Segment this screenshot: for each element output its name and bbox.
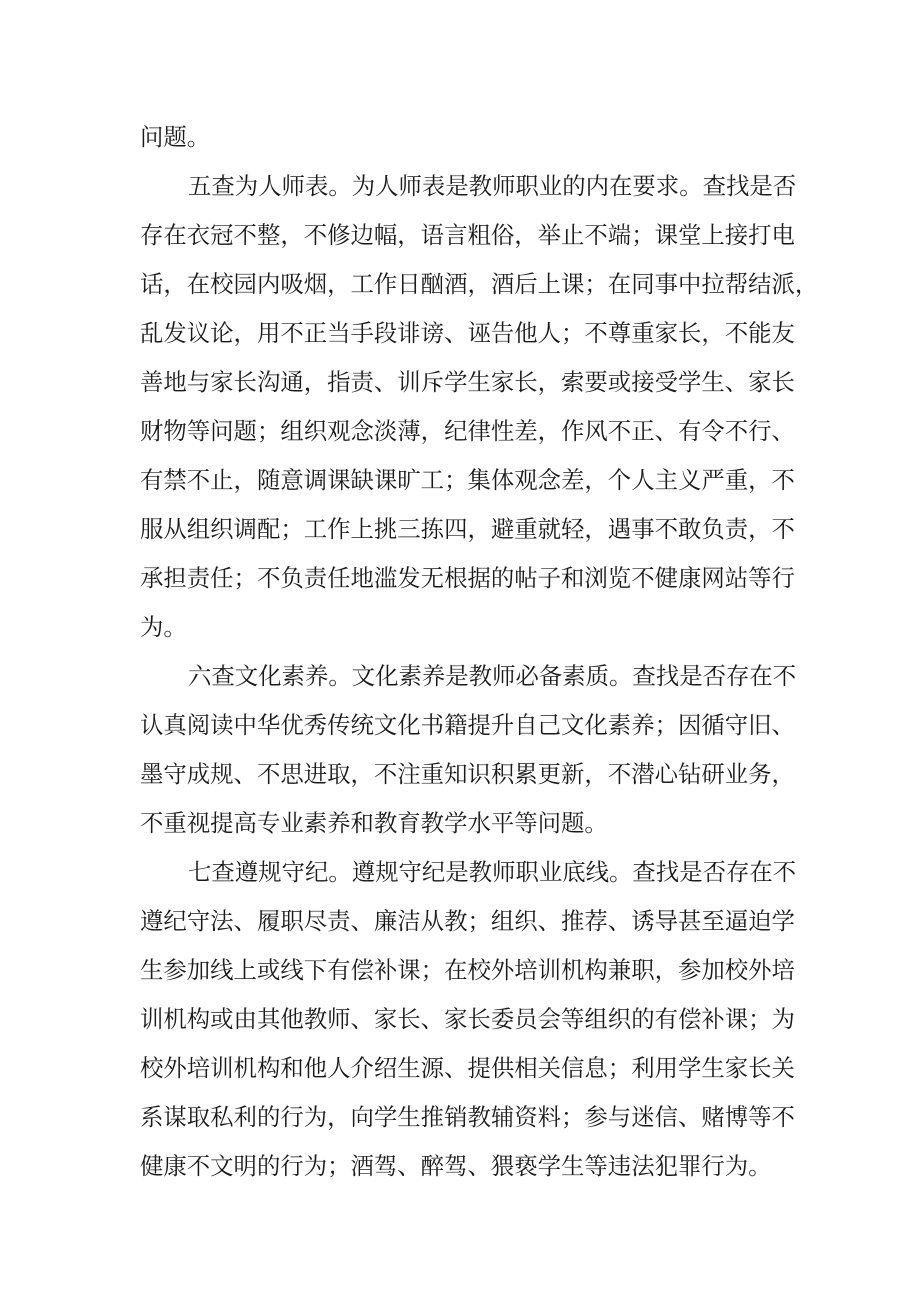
text-line: [0, 950, 920, 990]
paragraph-start-six: 六查文化素养。文化素养是教师必备素质。查找是否存在不: [188, 662, 797, 690]
text-line: [0, 656, 920, 696]
paragraph-end: 问题。: [140, 123, 211, 151]
text-line: [0, 1097, 920, 1137]
paragraph-start-five: 五查为人师表。为人师表是教师职业的内在要求。查找是否: [188, 172, 797, 200]
body-text: 财物等问题；组织观念淡薄，纪律性差，作风不正、有令不行、: [140, 417, 795, 445]
body-text: 校外培训机构和他人介绍生源、提供相关信息；利用学生家长关: [140, 1054, 795, 1082]
body-text: 话，在校园内吸烟，工作日酗酒，酒后上课；在同事中拉帮结派，: [140, 270, 819, 298]
text-line: [0, 803, 920, 843]
paragraph-end: 为。: [140, 613, 187, 641]
body-text: 善地与家长沟通，指责、训斥学生家长，索要或接受学生、家长: [140, 368, 795, 396]
body-text: 生参加线上或线下有偿补课；在校外培训机构兼职，参加校外培: [140, 956, 795, 984]
text-line: [0, 166, 920, 206]
text-line: [0, 1146, 920, 1186]
text-line: [0, 558, 920, 598]
text-line: [0, 264, 920, 304]
body-text: 有禁不止，随意调课缺课旷工；集体观念差，个人主义严重，不: [140, 466, 795, 494]
text-line: [0, 901, 920, 941]
text-line: [0, 117, 920, 157]
paragraph-end: 不重视提高专业素养和教育教学水平等问题。: [140, 809, 608, 837]
text-line: [0, 509, 920, 549]
body-text: 服从组织调配；工作上挑三拣四，避重就轻，遇事不敢负责，不: [140, 515, 795, 543]
body-text: 承担责任；不负责任地滥发无根据的帖子和浏览不健康网站等行: [140, 564, 795, 592]
body-text: 乱发议论，用不正当手段诽谤、诬告他人；不尊重家长，不能友: [140, 319, 795, 347]
text-line: [0, 460, 920, 500]
text-line: [0, 852, 920, 892]
text-line: [0, 705, 920, 745]
body-text: 认真阅读中华优秀传统文化书籍提升自己文化素养；因循守旧、: [140, 711, 795, 739]
text-line: [0, 313, 920, 353]
body-text: 遵纪守法、履职尽责、廉洁从教；组织、推荐、诱导甚至逼迫学: [140, 907, 795, 935]
text-line: [0, 754, 920, 794]
paragraph-end: 健康不文明的行为；酒驾、醉驾、猥亵学生等违法犯罪行为。: [140, 1152, 772, 1180]
text-line: [0, 411, 920, 451]
text-line: [0, 607, 920, 647]
body-text: 训机构或由其他教师、家长、家长委员会等组织的有偿补课；为: [140, 1005, 795, 1033]
text-line: [0, 215, 920, 255]
body-text: 墨守成规、不思进取，不注重知识积累更新，不潜心钻研业务，: [140, 760, 795, 788]
text-line: [0, 999, 920, 1039]
text-line: [0, 362, 920, 402]
text-line: [0, 1048, 920, 1088]
body-text: 系谋取私利的行为，向学生推销教辅资料；参与迷信、赌博等不: [140, 1103, 795, 1131]
paragraph-start-seven: 七查遵规守纪。遵规守纪是教师职业底线。查找是否存在不: [188, 858, 797, 886]
body-text: 存在衣冠不整，不修边幅，语言粗俗，举止不端；课堂上接打电: [140, 221, 795, 249]
